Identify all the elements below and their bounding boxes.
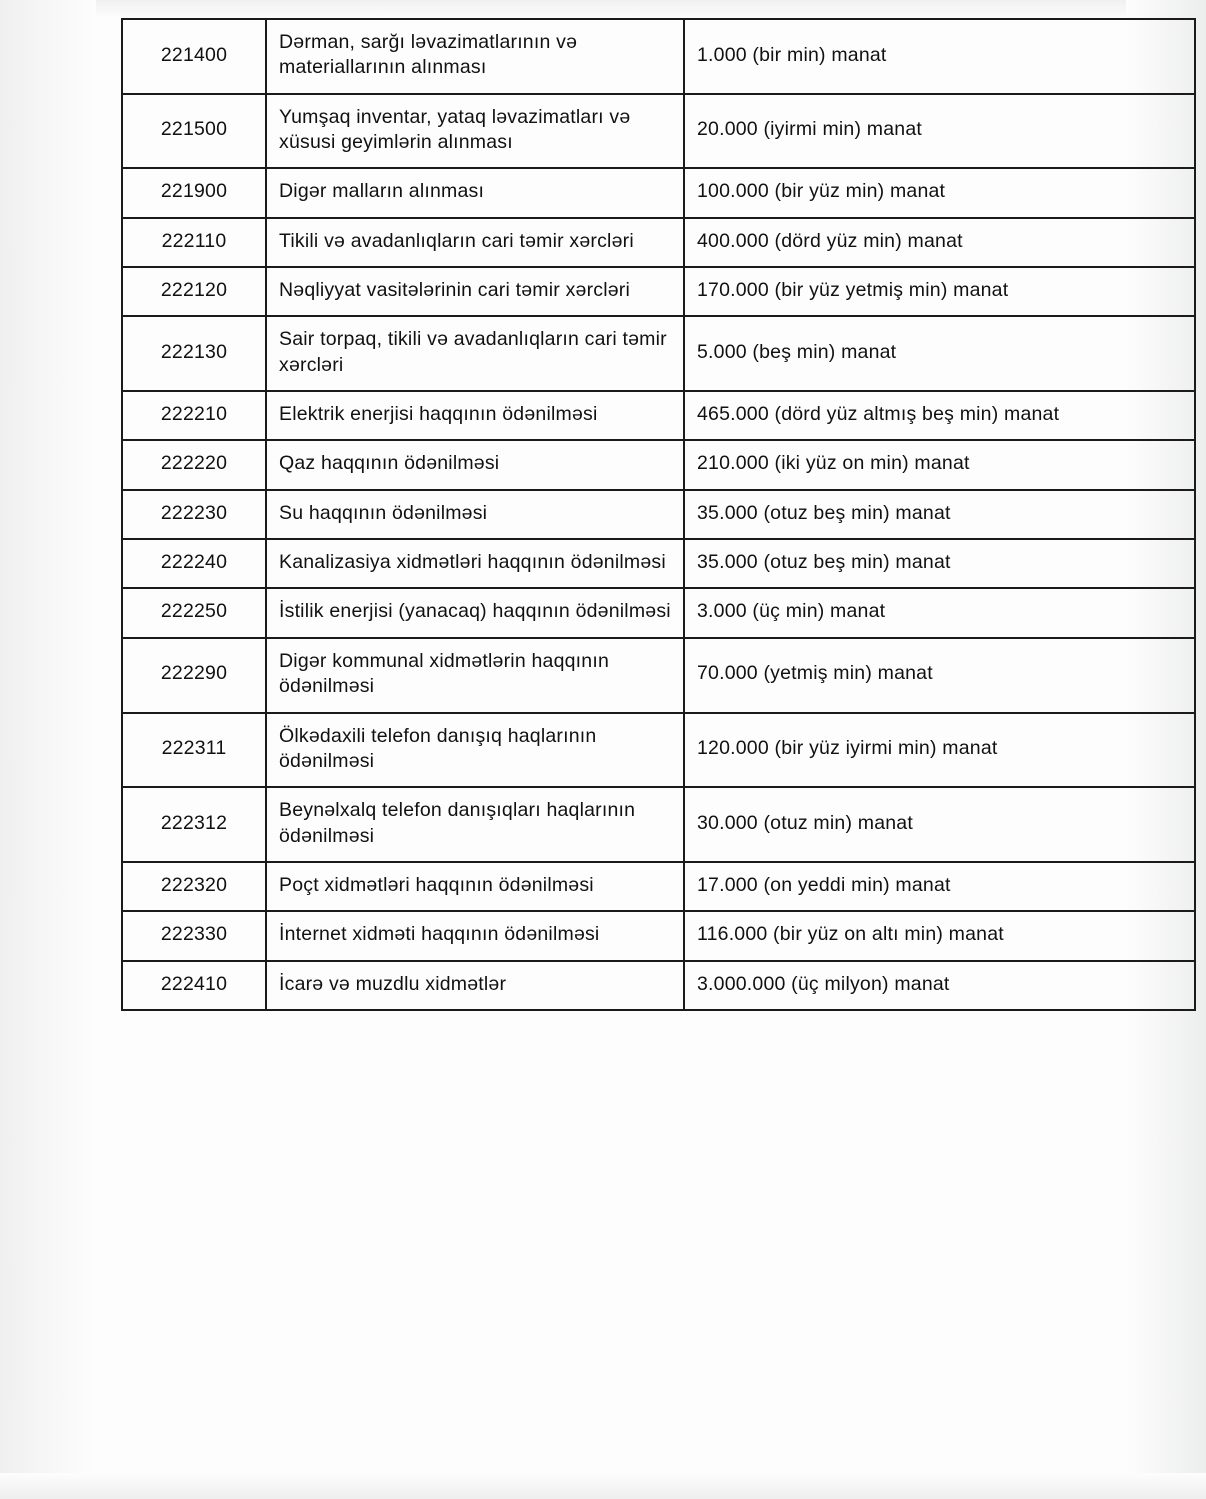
- expense-name-cell: Digər kommunal xidmətlərin haqqının ödənilməsi: [266, 638, 684, 713]
- expense-code-cell: 222312: [122, 787, 266, 862]
- expense-code-cell: 221900: [122, 168, 266, 217]
- expense-code-cell: 222110: [122, 218, 266, 267]
- expense-name-cell: İnternet xidməti haqqının ödənilməsi: [266, 911, 684, 960]
- expense-name-cell: Dərman, sarğı ləvazimatlarının və materiallarının alınması: [266, 19, 684, 94]
- table-row: [122, 316, 1195, 391]
- expense-name-cell: Beynəlxalq telefon danışıqları haqlarının ödənilməsi: [266, 787, 684, 862]
- expense-amount-cell: 35.000 (otuz beş min) manat: [684, 539, 1195, 588]
- expense-amount-cell: 5.000 (beş min) manat: [684, 316, 1195, 391]
- table-row: [122, 588, 1195, 637]
- table-row: [122, 19, 1195, 94]
- table-row: [122, 267, 1195, 316]
- page-edge-left: [0, 0, 96, 1499]
- expense-name-cell: Yumşaq inventar, yataq ləvazimatları və xüsusi geyimlərin alınması: [266, 94, 684, 169]
- table-row: [122, 218, 1195, 267]
- expense-amount-cell: 400.000 (dörd yüz min) manat: [684, 218, 1195, 267]
- expense-name-cell: Sair torpaq, tikili və avadanlıqların cari təmir xərcləri: [266, 316, 684, 391]
- page-edge-bottom: [0, 1473, 1206, 1499]
- expense-code-cell: 222210: [122, 391, 266, 440]
- expense-amount-cell: 3.000 (üç min) manat: [684, 588, 1195, 637]
- expense-code-cell: 222120: [122, 267, 266, 316]
- table-row: [122, 440, 1195, 489]
- expense-name-cell: Tikili və avadanlıqların cari təmir xərcləri: [266, 218, 684, 267]
- expense-name-cell: Elektrik enerjisi haqqının ödənilməsi: [266, 391, 684, 440]
- table-row: [122, 391, 1195, 440]
- table-row: [122, 787, 1195, 862]
- expense-amount-cell: 120.000 (bir yüz iyirmi min) manat: [684, 713, 1195, 788]
- page-edge-top: [0, 0, 1206, 18]
- expense-code-cell: 222250: [122, 588, 266, 637]
- budget-table-body: [122, 19, 1195, 1010]
- expense-name-cell: Digər malların alınması: [266, 168, 684, 217]
- table-row: [122, 961, 1195, 1010]
- expense-amount-cell: 3.000.000 (üç milyon) manat: [684, 961, 1195, 1010]
- table-row: [122, 94, 1195, 169]
- table-row: [122, 638, 1195, 713]
- expense-amount-cell: 70.000 (yetmiş min) manat: [684, 638, 1195, 713]
- expense-amount-cell: 20.000 (iyirmi min) manat: [684, 94, 1195, 169]
- table-row: [122, 168, 1195, 217]
- budget-table: [121, 18, 1196, 1011]
- expense-name-cell: Su haqqının ödənilməsi: [266, 490, 684, 539]
- budget-table-container: [121, 18, 1116, 1011]
- expense-code-cell: 222220: [122, 440, 266, 489]
- expense-name-cell: Ölkədaxili telefon danışıq haqlarının ödənilməsi: [266, 713, 684, 788]
- table-row: [122, 539, 1195, 588]
- expense-code-cell: 222410: [122, 961, 266, 1010]
- expense-code-cell: 222311: [122, 713, 266, 788]
- table-row: [122, 911, 1195, 960]
- expense-amount-cell: 210.000 (iki yüz on min) manat: [684, 440, 1195, 489]
- expense-amount-cell: 17.000 (on yeddi min) manat: [684, 862, 1195, 911]
- expense-code-cell: 222330: [122, 911, 266, 960]
- table-row: [122, 713, 1195, 788]
- expense-amount-cell: 170.000 (bir yüz yetmiş min) manat: [684, 267, 1195, 316]
- expense-code-cell: 222130: [122, 316, 266, 391]
- expense-amount-cell: 35.000 (otuz beş min) manat: [684, 490, 1195, 539]
- expense-amount-cell: 465.000 (dörd yüz altmış beş min) manat: [684, 391, 1195, 440]
- expense-amount-cell: 116.000 (bir yüz on altı min) manat: [684, 911, 1195, 960]
- expense-code-cell: 222240: [122, 539, 266, 588]
- expense-code-cell: 222230: [122, 490, 266, 539]
- expense-code-cell: 222320: [122, 862, 266, 911]
- expense-name-cell: Nəqliyyat vasitələrinin cari təmir xərcləri: [266, 267, 684, 316]
- expense-name-cell: Kanalizasiya xidmətləri haqqının ödənilməsi: [266, 539, 684, 588]
- expense-code-cell: 221400: [122, 19, 266, 94]
- expense-code-cell: 221500: [122, 94, 266, 169]
- expense-amount-cell: 30.000 (otuz min) manat: [684, 787, 1195, 862]
- table-row: [122, 490, 1195, 539]
- expense-amount-cell: 100.000 (bir yüz min) manat: [684, 168, 1195, 217]
- expense-code-cell: 222290: [122, 638, 266, 713]
- expense-name-cell: İcarə və muzdlu xidmətlər: [266, 961, 684, 1010]
- expense-amount-cell: 1.000 (bir min) manat: [684, 19, 1195, 94]
- expense-name-cell: İstilik enerjisi (yanacaq) haqqının ödənilməsi: [266, 588, 684, 637]
- expense-name-cell: Qaz haqqının ödənilməsi: [266, 440, 684, 489]
- expense-name-cell: Poçt xidmətləri haqqının ödənilməsi: [266, 862, 684, 911]
- table-row: [122, 862, 1195, 911]
